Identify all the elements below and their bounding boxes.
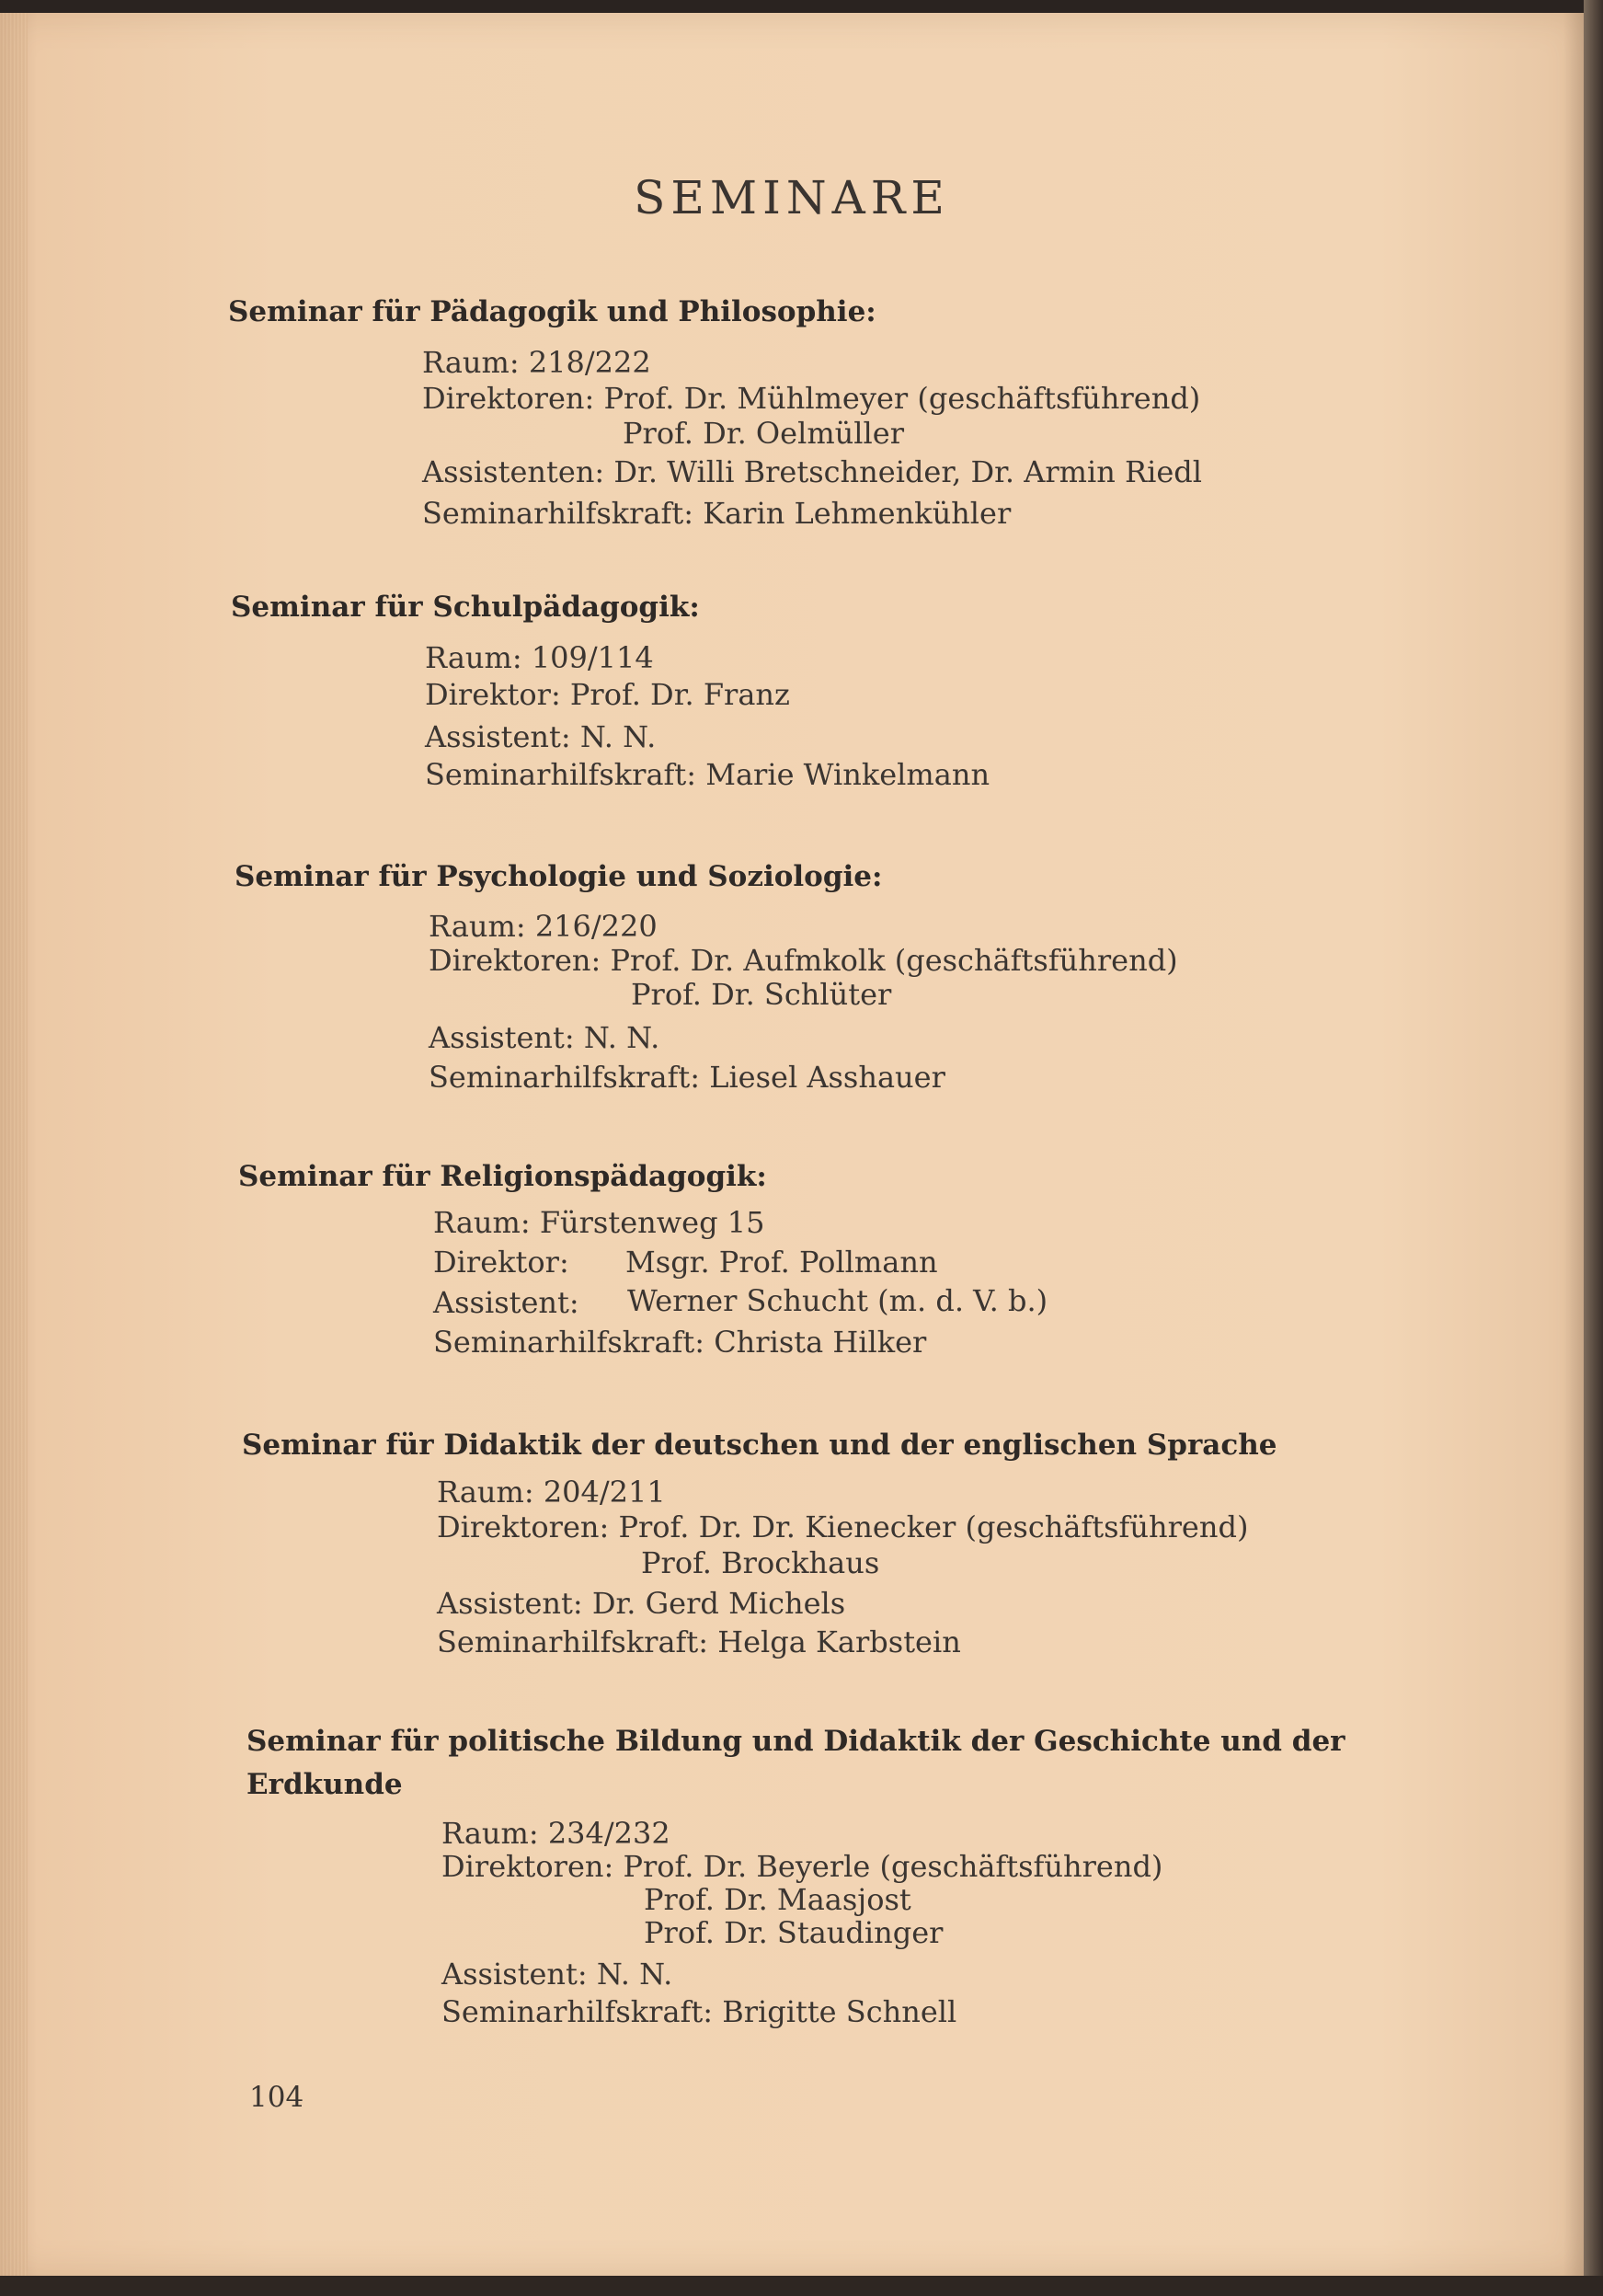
section-heading: Seminar für Schulpädagogik: (231, 591, 700, 624)
binding-edge (1584, 0, 1603, 2296)
directors-line: Direktoren: Prof. Dr. Beyerle (geschäftsführend) (441, 1849, 1163, 1884)
section-heading: Seminar für Didaktik der deutschen und der englischen Sprache (242, 1429, 1277, 1462)
assistant-staff-line: Seminarhilfskraft: Christa Hilker (433, 1325, 927, 1360)
section-heading: Seminar für Psychologie und Soziologie: (235, 860, 883, 893)
page-number: 104 (249, 2081, 304, 2114)
assistant-staff-line: Seminarhilfskraft: Helga Karbstein (437, 1624, 961, 1659)
bottom-edge (0, 2276, 1603, 2296)
directors-cont-line: Prof. Dr. Staudinger (644, 1915, 944, 1950)
page-stack-edge (0, 13, 28, 2276)
room-line: Raum: Fürstenweg 15 (433, 1205, 765, 1240)
assistant-staff-line: Seminarhilfskraft: Brigitte Schnell (441, 1994, 957, 2029)
assistants-line: Assistenten: Dr. Willi Bretschneider, Dr. Armin Riedl (422, 454, 1203, 489)
assistant-staff-line: Seminarhilfskraft: Marie Winkelmann (425, 757, 990, 792)
assistant-line: Assistent: N. N. (429, 1020, 660, 1055)
section-heading-cont: Erdkunde (246, 1768, 403, 1801)
room-line: Raum: 234/232 (441, 1816, 670, 1851)
directors-line: Direktoren: Prof. Dr. Dr. Kienecker (geschäftsführend) (437, 1510, 1249, 1544)
director-value: Msgr. Prof. Pollmann (625, 1245, 938, 1280)
assistant-line: Assistent: Dr. Gerd Michels (437, 1586, 846, 1621)
assistant-label: Assistent: (433, 1285, 579, 1320)
page-title: SEMINARE (634, 171, 950, 224)
section-heading: Seminar für Pädagogik und Philosophie: (228, 295, 876, 328)
room-line: Raum: 216/220 (429, 909, 658, 944)
directors-cont-line: Prof. Brockhaus (641, 1545, 880, 1580)
assistant-staff-line: Seminarhilfskraft: Karin Lehmenkühler (422, 496, 1012, 531)
assistant-line: Assistent: N. N. (441, 1957, 673, 1992)
directors-cont-line: Prof. Dr. Oelmüller (623, 416, 904, 451)
section-heading: Seminar für Religionspädagogik: (238, 1160, 767, 1193)
room-line: Raum: 218/222 (422, 345, 651, 380)
assistant-line: Assistent: N. N. (425, 719, 657, 754)
assistant-staff-line: Seminarhilfskraft: Liesel Asshauer (429, 1060, 945, 1095)
assistant-value: Werner Schucht (m. d. V. b.) (627, 1283, 1048, 1318)
directors-cont-line: Prof. Dr. Maasjost (644, 1882, 911, 1917)
room-line: Raum: 204/211 (437, 1475, 666, 1510)
room-line: Raum: 109/114 (425, 640, 654, 675)
directors-cont-line: Prof. Dr. Schlüter (631, 977, 892, 1012)
directors-line: Direktoren: Prof. Dr. Mühlmeyer (geschäftsführend) (422, 381, 1201, 416)
section-heading: Seminar für politische Bildung und Didaktik der Geschichte und der (246, 1725, 1345, 1758)
director-label: Direktor: (433, 1245, 569, 1280)
director-line: Direktor: Prof. Dr. Franz (425, 677, 790, 712)
directors-line: Direktoren: Prof. Dr. Aufmkolk (geschäftsführend) (429, 943, 1178, 978)
